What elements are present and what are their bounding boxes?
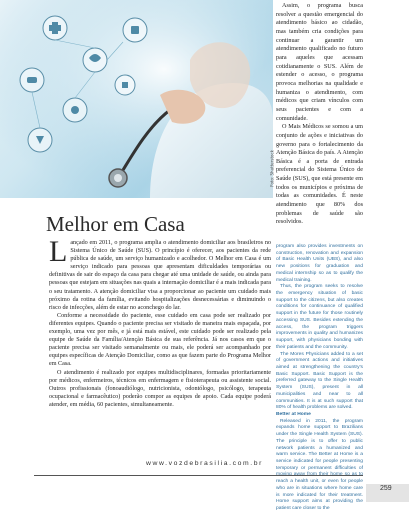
doctor-stethoscope-photo bbox=[0, 0, 273, 198]
right-paragraph: Assim, o programa busca resolver a questão emergencial do atendimento básico ao cidadão, mas também cria condições para continuar a garantir um atendimento qualificado no futuro para aqueles que acessam cotidianamente o SUS. Além de estender o acesso, o programa provoca melhorias na qualidade e humaniza o atendimento, com médicos que criam vínculos com seus pacientes e com a comunidade. bbox=[276, 2, 363, 122]
photo-credit: Foto: Shutterstock bbox=[270, 150, 275, 187]
article-lead-paragraph bbox=[49, 235, 271, 312]
english-paragraph: The Mores Physicians added to a set of government actions and initiatives aimed at strengthening the country's Basic Support. Basic Support is the preferred gateway to the Single Health System (SUS), present in all municipalities and near to all communities. It is at such support that 80% of health problems are solved. bbox=[276, 351, 363, 411]
article-paragraph: O atendimento é realizado por equipes multidisciplinares, formadas prioritariamente por médicos, enfermeiros, técnicos em enfermagem e fisioterapeuta ou assistente social. Outros profissionais (fonoaudiólogo, nutricionista, odontólogo, psicólogo, terapeuta ocupacional e farmacêutico) poderão compor as equipes de apoio. Cada equipe poderá atender, em média, 60 pacientes, simultaneamente. bbox=[49, 369, 271, 408]
page-number: 259 bbox=[366, 484, 409, 502]
footer-website-url: www.vozdebrasilia.com.br bbox=[146, 460, 263, 467]
right-column-portuguese bbox=[276, 2, 363, 227]
article-title: Melhor em Casa bbox=[46, 212, 185, 236]
english-paragraph: Released in 2011, the program expands home support to Brazilians under the Single Health System (SUS). The principle is to offer to public network patients a humanized and warm service. The Better at Home is a service indicated for people presenting temporary or permanent difficulties of reach a health unit, or even for people who are in situations where home care is more indicated for their treatment. Home support aims at providing the patient care closer to the bbox=[276, 418, 363, 512]
footer-divider bbox=[34, 475, 363, 476]
stethoscope-illustration bbox=[0, 0, 273, 198]
article-paragraph: Conforme a necessidade do paciente, esse cuidado em casa pode ser realizado por diferentes equipes. Quando o paciente precisa ser visitado de maneira mais espaçada, por exemplo, uma vez por mês, e já está mais estável, este cuidado pode ser realizado pela equipe de Saúde da Família/Atenção Básica de sua referência. Já nos casos em que o paciente precisa ser visitado semanalmente ou mais, ele poderá ser acompanhado por equipes específicas de Atenção Domiciliar, como as que fazem parte do Programa Melhor em Casa. bbox=[49, 312, 271, 368]
article-body bbox=[49, 235, 271, 409]
right-paragraph: O Mais Médicos se somou a um conjunto de ações e iniciativas do governo para o fortalecimento da Atenção Básica do país. A Atenção Básica é a porta de entrada preferencial do Sistema Único de Saúde (SUS), que está presente em todos os municípios e próxima de todas as comunidades. É neste atendimento que 80% dos problemas de saúde são resolvidos. bbox=[276, 123, 363, 226]
english-paragraph: program also provides investments on construction, renovation and expansion of Basic Health Units (UBS), and also new positions for graduation and medical internship so as to qualify the medical training. bbox=[276, 244, 363, 283]
english-subheading: Better at Home bbox=[276, 411, 311, 417]
english-paragraph: Thus, the program seeks to resolve the emergency situation of basic support to the citizens, but also creates conditions for continuance of qualified support in the future for those routinely accessing SUS. Besides extending the access, the program triggers improvements in quality and humanizes support, with physicians bonding with their patients and the community. bbox=[276, 284, 363, 350]
lead-text: ançado em 2011, o programa amplia o atendimento domiciliar aos brasileiros no Sistema Único de Saúde (SUS). O princípio é oferecer, aos pacientes da rede pública de saúde, um serviço humanizado e acolhedor. O Melhor em Casa é um serviço indicado para pessoas que apresentam dificuldades temporárias ou definitivas de sair do espaço da casa para chegar até uma unidade de saúde, ou ainda para pessoas que estejam em situações nas quais a internação domiciliar é a mais indicada para o seu tratamento. A atenção domiciliar visa a proporcionar ao paciente um cuidado mais próximo da rotina da família, evitando hospitalizações desnecessárias e diminuindo o risco de infecções, além de estar no aconchego do lar. bbox=[49, 240, 271, 311]
right-column-english bbox=[276, 244, 363, 513]
drop-cap: L bbox=[49, 235, 68, 268]
